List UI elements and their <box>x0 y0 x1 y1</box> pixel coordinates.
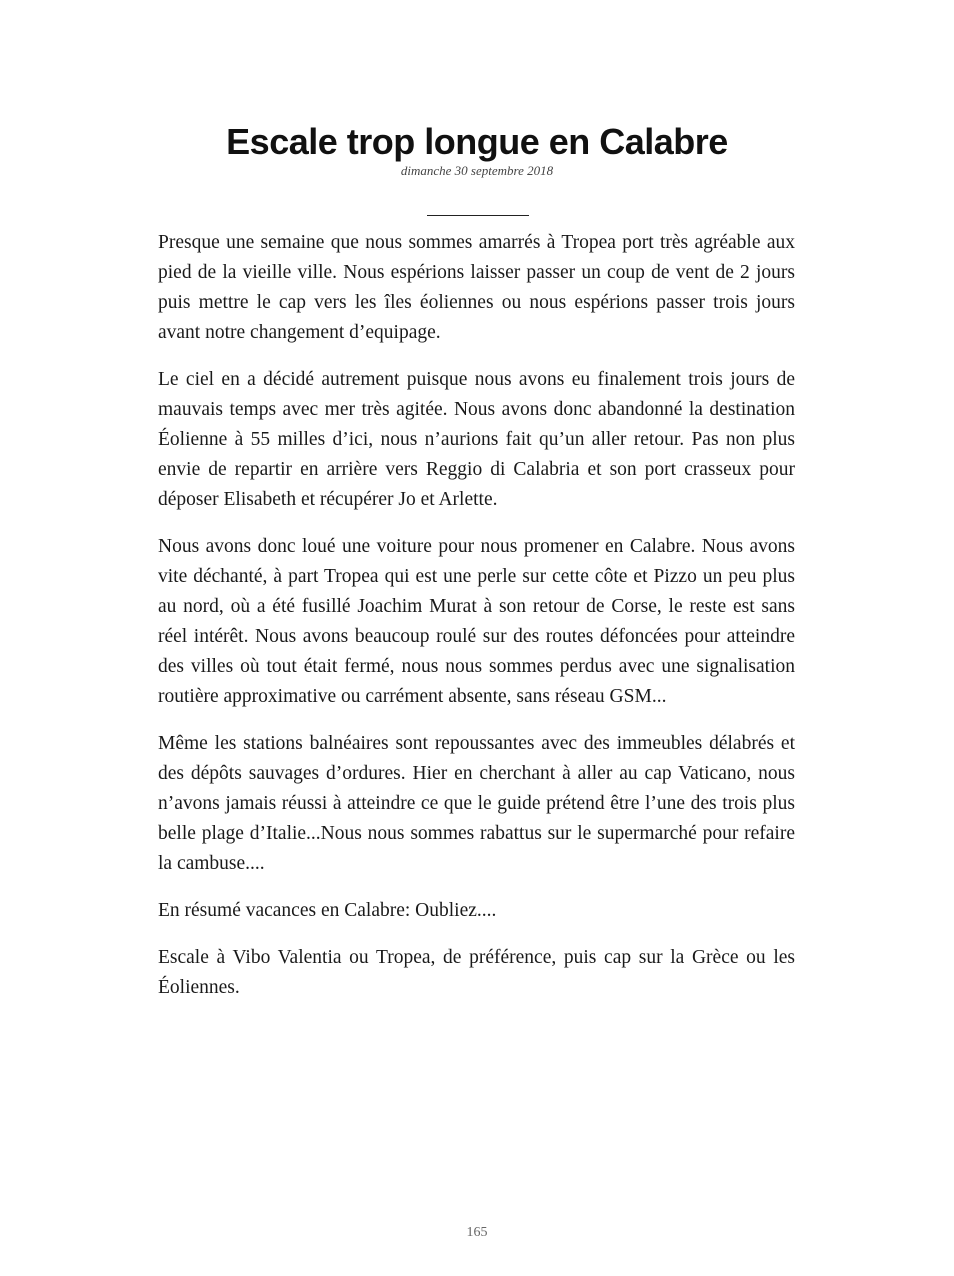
article-title: Escale trop longue en Calabre <box>226 121 728 162</box>
paragraph: Escale à Vibo Valentia ou Tropea, de préférence, puis cap sur la Grèce ou les Éoliennes. <box>158 947 795 998</box>
article-body <box>158 228 795 1020</box>
title-divider <box>427 215 529 216</box>
article-date: dimanche 30 septembre 2018 <box>400 163 554 178</box>
paragraph: Nous avons donc loué une voiture pour nous promener en Calabre. Nous avons vite déchanté, à part Tropea qui est une perle sur cette côte et Pizzo un peu plus au nord, où a été fusillé Joachim Murat à son retour de Corse, le reste est sans réel intérêt. Nous avons beaucoup roulé sur des routes défoncées pour atteindre des villes où tout était fermé, nous nous sommes perdus avec une signalisation routière approximative ou carrément absente, sans réseau GSM... <box>158 536 795 707</box>
paragraph: Le ciel en a décidé autrement puisque nous avons eu finalement trois jours de mauvais temps avec mer très agitée. Nous avons donc abandonné la destination Éolienne à 55 milles d’ici, nous n’aurions fait qu’un aller retour. Pas non plus envie de repartir en arrière vers Reggio di Calabria et son port crasseux pour déposer Elisabeth et récupérer Jo et Arlette. <box>158 369 795 510</box>
page-number: 165 <box>466 1225 488 1240</box>
paragraph: Même les stations balnéaires sont repoussantes avec des immeubles délabrés et des dépôts sauvages d’ordures. Hier en cherchant à aller au cap Vaticano, nous n’avons jamais réussi à atteindre ce que le guide prétend être l’une des trois plus belle plage d’Italie...Nous nous sommes rabattus sur le supermarché pour refaire la cambuse.... <box>158 733 795 874</box>
paragraph: En résumé vacances en Calabre: Oubliez.... <box>158 900 497 921</box>
paragraph: Presque une semaine que nous sommes amarrés à Tropea port très agréable aux pied de la vieille ville. Nous espérions laisser passer un coup de vent de 2 jours puis mettre le cap vers les îles éoliennes ou nous espérions passer trois jours avant notre changement d’equipage. <box>158 232 795 343</box>
